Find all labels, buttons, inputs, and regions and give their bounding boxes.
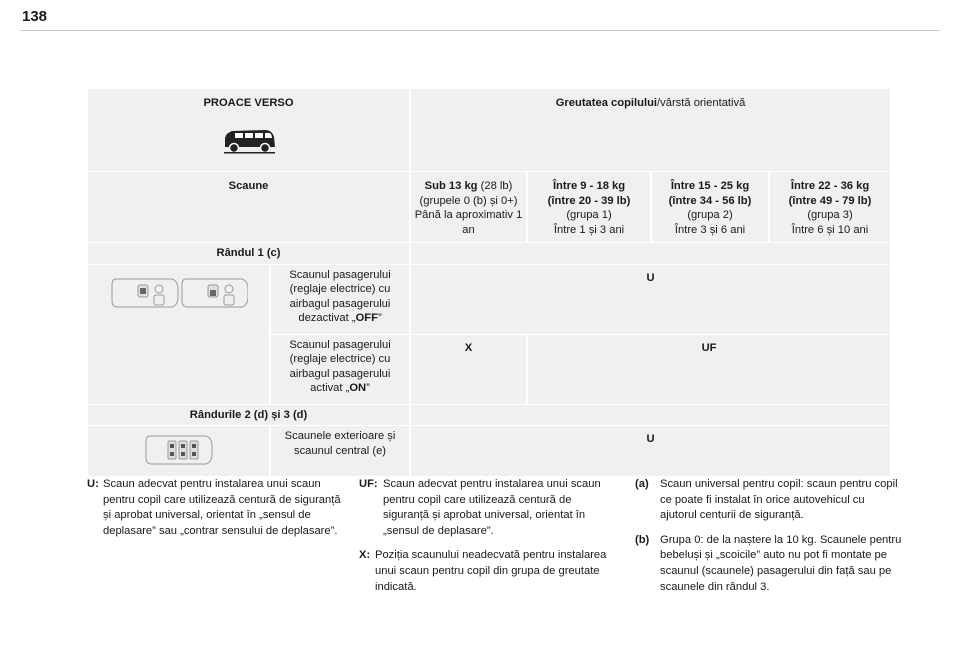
rear-seat-layout-icon [144,432,214,468]
group-weight-lb: (între 49 - 79 lb) [788,194,872,207]
notes-column-2 [359,477,619,604]
group-weight-lb: (între 34 - 56 lb) [668,194,752,207]
vehicle-header-cell [87,89,410,172]
group-cell [410,172,527,243]
note-key: U: [87,478,99,490]
row23-value [410,426,891,477]
row1-option2-value-a [410,334,527,404]
row23-icon-cell [87,426,270,477]
group-weight: Între 9 - 18 kg [552,180,626,192]
group-weight: Între 15 - 25 kg [670,180,750,192]
row1-option1-quote: ” [377,312,382,325]
note-text: Grupa 0: de la naștere la 10 kg. Scaunele pentru bebeluși și „scoicile” auto nu pot fi montate pe scaunul (scaunele) pasagerului din față sau pe scaunele din rândul 3. [660,533,902,593]
row1-option2-value-b [527,334,891,404]
note-key: X: [359,549,371,562]
child-seat-table [86,88,892,477]
note-text: Scaun adecvat pentru instalarea unui scaun pentru copil care utilizează centură de siguranță și aprobat universal, orientat în „sensul de deplasare” sau „contrar sensului de deplasare”. [103,478,341,537]
note-text: Poziția scaunului neadecvată pentru instalarea unui scaun pentru copil din grupa de greutate indicată. [375,549,607,593]
van-icon [221,125,277,155]
note-X [359,548,619,595]
group-age: Între 1 și 3 ani [553,223,625,236]
note-key: UF: [359,478,378,490]
note-text: Scaun adecvat pentru instalarea unui scaun pentru copil care utilizează centură de siguranță și aprobat universal, orientat în „sensul de deplasare”. [383,478,601,537]
group-age: Între 6 și 10 ani [791,223,869,236]
notes-column-3 [635,477,903,604]
row1-option2-quote: ” [366,382,370,395]
row1-option1-cell [270,264,410,334]
row1-option2-text: Scaunul pasagerului (reglaje electrice) cu airbagul pasagerului activat „ [289,338,391,395]
group-name: (grupa 1) [566,209,612,222]
row1-option1-state: OFF [355,312,378,325]
seats-label-cell [87,172,410,243]
value-code: U [646,271,655,284]
notes-column-1 [87,477,349,548]
note-key: (a) [635,478,649,490]
row23-title: Rândurile 2 (d) și 3 (d) [189,408,308,421]
row23-option-cell [270,426,410,477]
group-age: Până la aproximativ 1 an [414,209,523,236]
note-b [635,533,903,595]
page-number: 138 [22,8,48,25]
weight-header-cell [410,89,891,172]
row23-title-cell [87,404,410,426]
row1-option2-cell [270,334,410,404]
value-code: X [464,341,473,354]
group-weight: Sub 13 kg [424,180,478,192]
value-code: UF [701,341,717,354]
group-weight-lb: (28 lb) [477,180,513,192]
header-divider [20,30,940,31]
group-name: (grupa 3) [807,209,853,222]
group-name: (grupa 2) [687,209,733,222]
row1-option1-text: Scaunul pasagerului (reglaje electrice) cu airbagul pasagerului dezactivat „ [289,268,391,325]
group-weight-lb: (între 20 - 39 lb) [547,194,631,207]
group-cell [651,172,769,243]
row23-option-text: Scaunele exterioare și scaunul central (e) [284,430,396,457]
row1-title: Rândul 1 (c) [216,247,281,259]
note-UF [359,477,619,539]
row1-icon-cell [87,264,270,404]
empty-cell [410,404,891,426]
note-text: Scaun universal pentru copil: scaun pentru copil ce poate fi instalat în orice autovehicul cu ajutorul centurii de siguranță. [660,478,898,522]
group-weight: Între 22 - 36 kg [790,180,870,192]
vehicle-name: PROACE VERSO [203,97,294,109]
group-cell [527,172,651,243]
empty-cell [410,243,891,265]
seats-label: Scaune [228,180,269,192]
weight-header-bold: Greutatea copilului [555,97,658,109]
row1-option2-state: ON [349,382,367,395]
note-key: (b) [635,533,650,546]
front-seat-layout-icon [110,273,248,311]
group-cell [769,172,891,243]
weight-header-rest: /vârstă orientativă [657,97,746,109]
note-U [87,477,349,539]
row1-option1-value [410,264,891,334]
group-name: (grupele 0 (b) și 0+) [419,194,518,207]
row1-title-cell [87,243,410,265]
note-a [635,477,903,524]
value-code: U [646,433,655,446]
group-age: Între 3 și 6 ani [674,223,746,236]
